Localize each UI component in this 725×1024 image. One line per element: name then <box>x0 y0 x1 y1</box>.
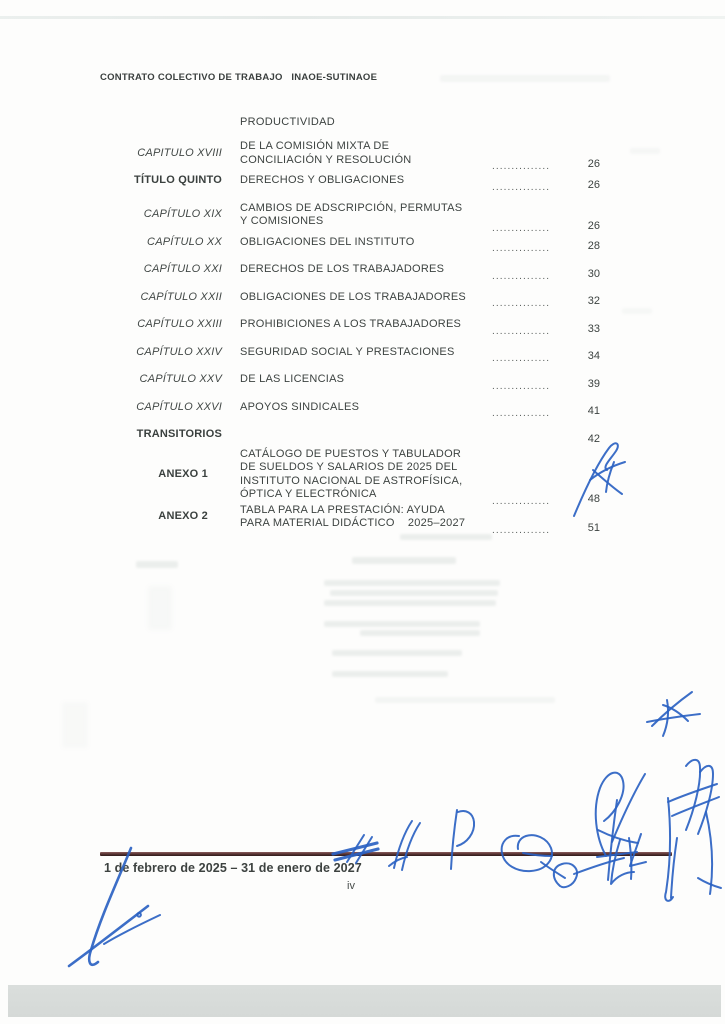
toc-row <box>100 235 602 254</box>
toc-entry-label: CAPÍTULO XXIV <box>136 345 222 358</box>
toc-entry-page: 32 <box>587 295 600 307</box>
toc-entry-label: TRANSITORIOS <box>136 428 222 440</box>
toc-entry-label: CAPÍTULO XXII <box>140 290 222 303</box>
footer-validity-period: 1 de febrero de 2025 – 31 de enero de 2027 <box>104 861 362 875</box>
toc-entry-title: DERECHOS Y OBLIGACIONES <box>240 174 405 186</box>
toc-entry-page: 39 <box>587 377 600 390</box>
footer-rule <box>100 852 672 856</box>
toc-entry-page: 41 <box>587 405 600 417</box>
toc-entry-title: PROHIBICIONES A LOS TRABAJADORES <box>240 318 462 330</box>
toc-row <box>100 503 602 536</box>
toc-row <box>100 345 602 364</box>
toc-entry-label: CAPÍTULO XXV <box>139 373 222 385</box>
toc-entry-title: DE LAS LICENCIAS <box>240 373 345 385</box>
toc-entry-page: 30 <box>587 267 600 280</box>
dot-leader: ............... <box>492 325 551 337</box>
dot-leader: ............... <box>492 495 551 507</box>
toc-entry-page: 28 <box>587 240 600 252</box>
toc-row <box>100 140 602 172</box>
dot-leader: ............... <box>492 181 551 193</box>
dot-leader: ............... <box>492 222 551 234</box>
toc-entry-label: CAPÍTULO XX <box>147 235 222 248</box>
toc-row <box>100 318 602 337</box>
toc-entry-title: OBLIGACIONES DE LOS TRABAJADORES <box>240 290 467 303</box>
dot-leader: ............... <box>492 161 551 172</box>
toc-row <box>100 373 602 392</box>
toc-entry-label: CAPÍTULO XIX <box>143 208 222 221</box>
toc-entry-title: OBLIGACIONES DEL INSTITUTO <box>240 235 415 248</box>
toc-entry-page: 42 <box>587 432 600 445</box>
toc-entry-title: TABLA PARA LA PRESTACIÓN: AYUDA PARA MATERIAL DIDÁCTICO 2025–2027 <box>240 503 466 529</box>
toc-row <box>100 201 602 234</box>
toc-row <box>100 174 602 193</box>
toc-entry-page: 34 <box>587 350 600 362</box>
page-number: iv <box>347 880 355 892</box>
toc-entry-label: ANEXO 2 <box>158 510 208 523</box>
toc-entry-page: 51 <box>587 521 600 534</box>
dot-leader: ............... <box>492 380 551 392</box>
toc-entry-page: 48 <box>587 492 600 505</box>
toc-row <box>100 263 602 282</box>
toc-row <box>100 428 602 445</box>
toc-entry-title: CATÁLOGO DE PUESTOS Y TABULADOR DE SUELDOS Y SALARIOS DE 2025 DEL INSTITUTO NACIONAL DE ASTROFÍSICA, ÓPTICA Y ELECTRÓNICA <box>240 447 463 500</box>
toc-entry-page: 26 <box>587 178 600 191</box>
toc-entry-label: CAPÍTULO XXI <box>143 263 222 275</box>
dot-leader: ............... <box>492 270 551 282</box>
toc-entry-title: APOYOS SINDICALES <box>240 400 360 413</box>
toc-row <box>100 290 602 309</box>
toc-entry-label: CAPÍTULO XXIII <box>137 318 222 330</box>
toc-entry-label: CAPÍTULO XXVI <box>136 400 222 413</box>
dot-leader: ............... <box>492 243 551 254</box>
table-of-contents <box>100 140 602 536</box>
toc-entry-label: TÍTULO QUINTO <box>134 174 222 186</box>
toc-entry-title: DERECHOS DE LOS TRABAJADORES <box>240 263 445 275</box>
toc-entry-page: 33 <box>587 322 600 335</box>
toc-row <box>100 400 602 419</box>
toc-entry-label: CAPITULO XVIII <box>137 146 222 159</box>
toc-entry-page: 26 <box>587 158 600 170</box>
toc-entry-title: SEGURIDAD SOCIAL Y PRESTACIONES <box>240 345 455 358</box>
scan-background-strip <box>8 985 721 1017</box>
toc-entry-page: 26 <box>587 219 600 232</box>
scan-edge-line <box>0 16 725 19</box>
continued-entry-title: PRODUCTIVIDAD <box>240 116 335 128</box>
dot-leader: ............... <box>492 524 551 536</box>
toc-entry-label: ANEXO 1 <box>158 467 208 480</box>
toc-entry-title: DE LA COMISIÓN MIXTA DE CONCILIACIÓN Y RESOLUCIÓN <box>240 140 412 166</box>
document-header: CONTRATO COLECTIVO DE TRABAJO INAOE-SUTINAOE <box>100 72 378 83</box>
toc-entry-title: CAMBIOS DE ADSCRIPCIÓN, PERMUTAS Y COMISIONES <box>240 201 463 227</box>
toc-row <box>100 447 602 507</box>
toc-entry-title <box>240 428 492 442</box>
dot-leader: ............... <box>492 408 551 419</box>
dot-leader: ............... <box>492 353 551 364</box>
dot-leader: ............... <box>492 298 551 309</box>
